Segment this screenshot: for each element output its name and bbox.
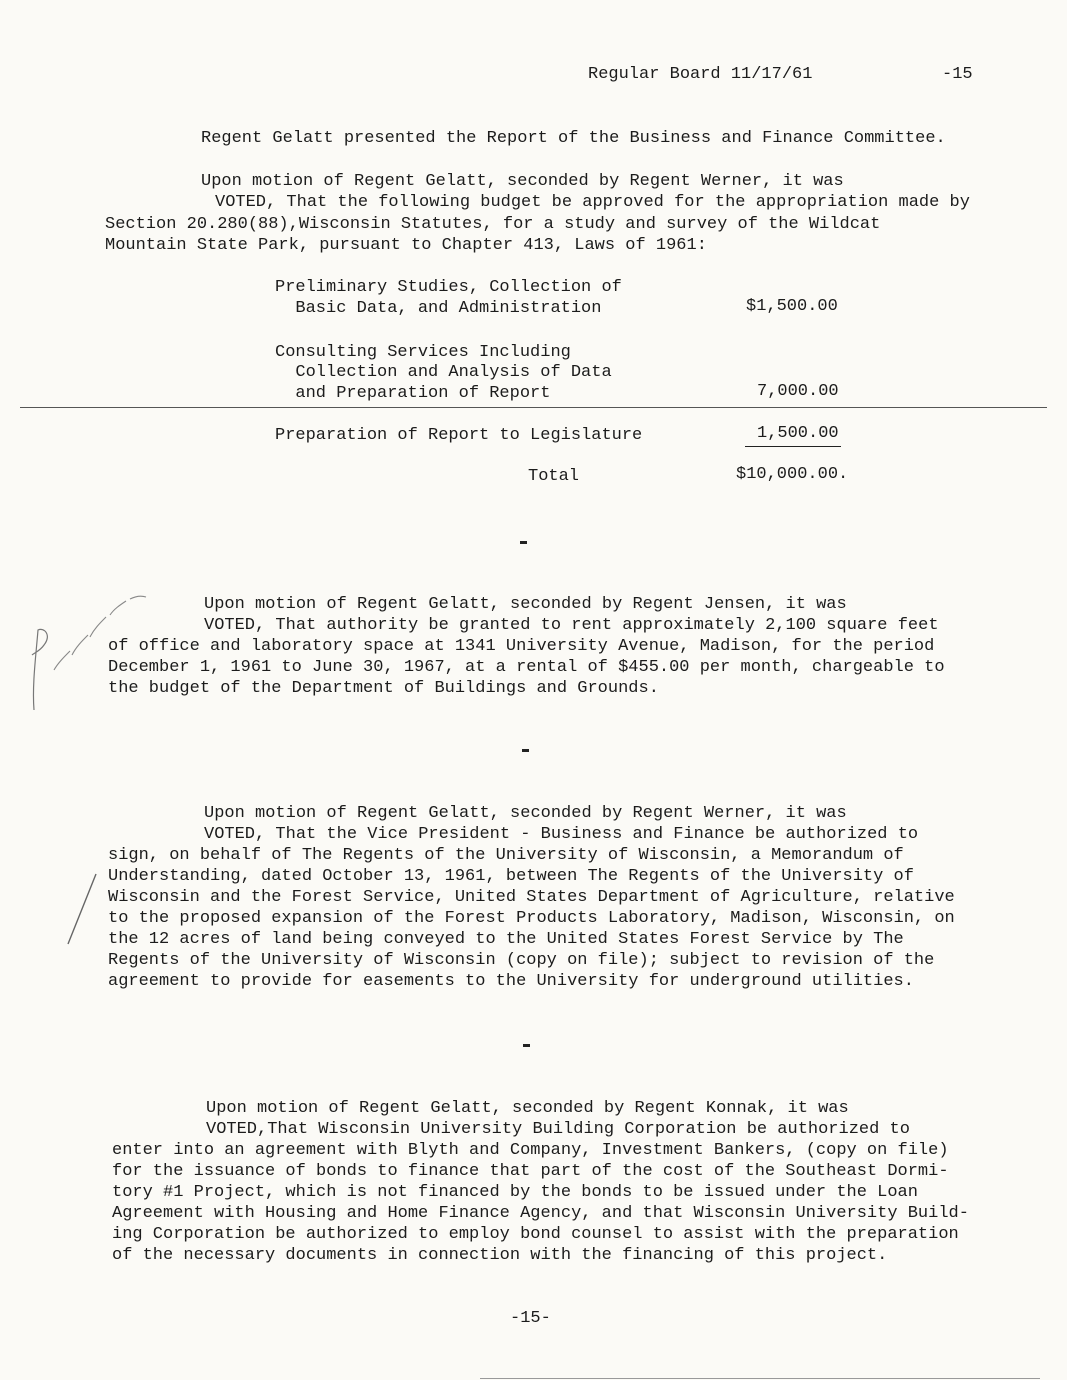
voted-line: VOTED, That the following budget be approved for the appropriation made by — [215, 193, 970, 212]
section-separator — [522, 749, 529, 752]
budget-item-label: Preparation of Report to Legislature — [275, 426, 643, 445]
budget-item-amount: 1,500.00 — [757, 424, 839, 443]
motion-line: Upon motion of Regent Gelatt, seconded by Regent Werner, it was — [204, 804, 847, 823]
motion-line: December 1, 1961 to June 30, 1967, at a rental of $455.00 per month, chargeable to — [108, 658, 945, 677]
motion-line: Upon motion of Regent Gelatt, seconded by Regent Konnak, it was — [206, 1099, 849, 1118]
motion-line: Upon motion of Regent Gelatt, seconded by Regent Werner, it was — [201, 172, 844, 191]
motion-line: Upon motion of Regent Gelatt, seconded by Regent Jensen, it was — [204, 595, 847, 614]
page-header-title: Regular Board 11/17/61 — [588, 65, 813, 84]
motion-line: of office and laboratory space at 1341 University Avenue, Madison, for the period — [108, 637, 935, 656]
motion-line: Mountain State Park, pursuant to Chapter 413, Laws of 1961: — [105, 236, 707, 255]
motion-line: agreement to provide for easements to the University for underground utilities. — [108, 972, 914, 991]
budget-item-label: Preliminary Studies, Collection of — [275, 278, 622, 297]
motion-line: Understanding, dated October 13, 1961, between The Regents of the University of — [108, 867, 914, 886]
motion-line: Section 20.280(88),Wisconsin Statutes, for a study and survey of the Wildcat — [105, 215, 881, 234]
voted-line: VOTED,That Wisconsin University Building Corporation be authorized to — [206, 1120, 910, 1139]
margin-check-mark — [62, 870, 102, 950]
budget-total-label: Total — [528, 467, 580, 486]
voted-line: VOTED, That the Vice President - Business and Finance be authorized to — [204, 825, 919, 844]
page-header-number: -15 — [942, 65, 973, 84]
motion-line: the budget of the Department of Buildings and Grounds. — [108, 679, 659, 698]
budget-item-label: Collection and Analysis of Data — [275, 363, 612, 382]
handwritten-margin-note — [14, 585, 164, 715]
budget-item-amount: $1,500.00 — [746, 297, 838, 316]
budget-item-label: Basic Data, and Administration — [275, 299, 602, 318]
divider-line — [20, 407, 1047, 408]
motion-line: the 12 acres of land being conveyed to the United States Forest Service by The — [108, 930, 904, 949]
motion-line: of the necessary documents in connection with the financing of this project. — [112, 1246, 888, 1265]
budget-item-amount: 7,000.00 — [757, 382, 839, 401]
motion-line: Wisconsin and the Forest Service, United States Department of Agriculture, relative — [108, 888, 955, 907]
page-footer-number: -15- — [510, 1309, 551, 1328]
motion-line: sign, on behalf of The Regents of the University of Wisconsin, a Memorandum of — [108, 846, 904, 865]
budget-item-label: Consulting Services Including — [275, 343, 571, 362]
budget-total-amount: $10,000.00. — [736, 465, 849, 484]
section-separator — [523, 1044, 530, 1047]
motion-line: ing Corporation be authorized to employ bond counsel to assist with the preparation — [112, 1225, 959, 1244]
motion-line: tory #1 Project, which is not financed by the bonds to be issued under the Loan — [112, 1183, 918, 1202]
bottom-edge-line — [480, 1378, 1040, 1379]
voted-line: VOTED, That authority be granted to rent approximately 2,100 square feet — [204, 616, 939, 635]
motion-line: Agreement with Housing and Home Finance Agency, and that Wisconsin University Build- — [112, 1204, 969, 1223]
budget-item-label: and Preparation of Report — [275, 384, 551, 403]
motion-line: Regents of the University of Wisconsin (copy on file); subject to revision of the — [108, 951, 935, 970]
motion-line: to the proposed expansion of the Forest Products Laboratory, Madison, Wisconsin, on — [108, 909, 955, 928]
intro-paragraph: Regent Gelatt presented the Report of the Business and Finance Committee. — [201, 129, 946, 148]
subtotal-underline — [745, 446, 841, 447]
motion-line: for the issuance of bonds to finance that part of the cost of the Southeast Dormi- — [112, 1162, 949, 1181]
motion-line: enter into an agreement with Blyth and Company, Investment Bankers, (copy on file) — [112, 1141, 949, 1160]
section-separator — [520, 541, 527, 544]
